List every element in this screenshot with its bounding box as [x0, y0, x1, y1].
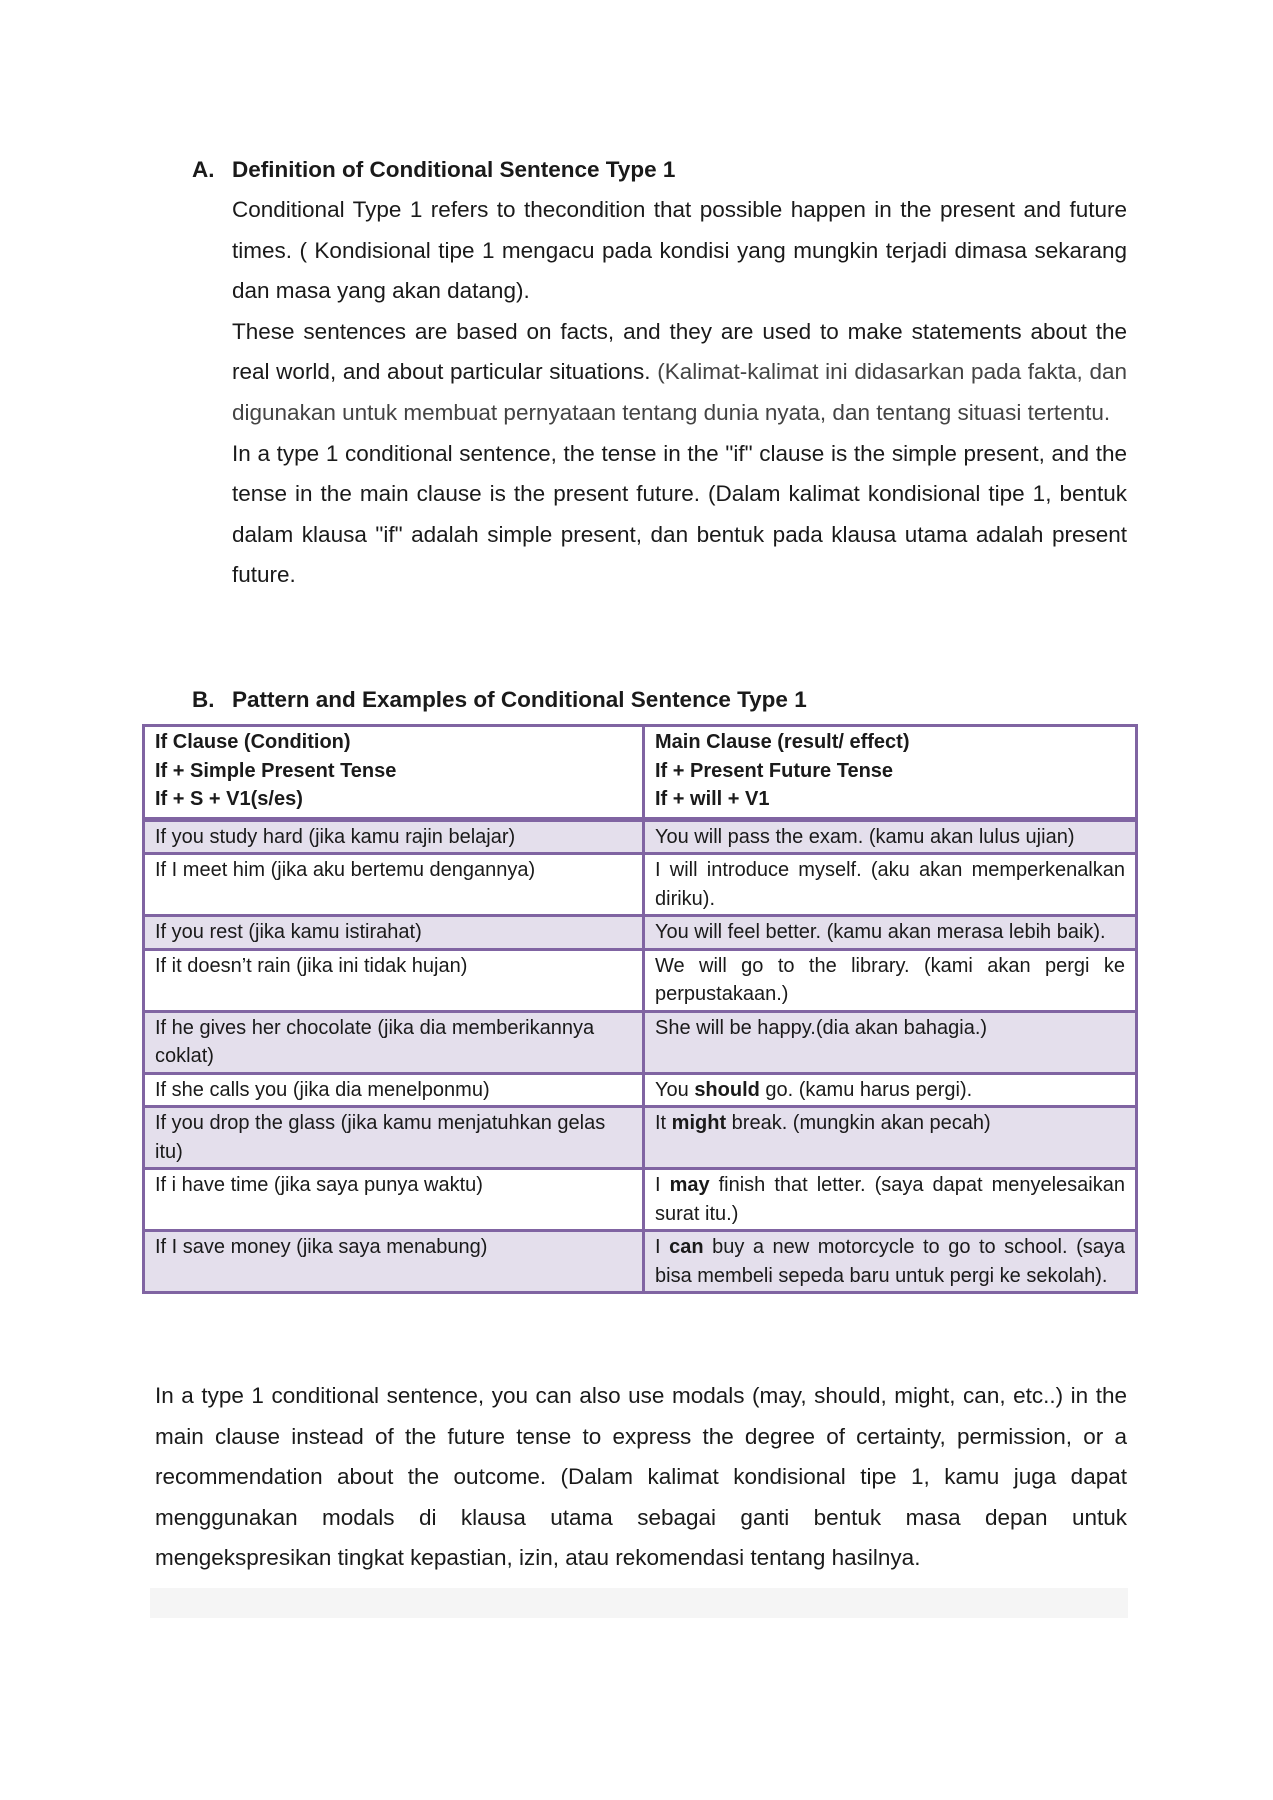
condition-cell: If she calls you (jika dia menelponmu)	[144, 1073, 644, 1107]
table-row	[144, 854, 1137, 916]
result-text: She will be happy.(dia akan bahagia.)	[655, 1016, 988, 1039]
modal-word: may	[669, 1174, 710, 1196]
header-line: If + will + V1	[655, 788, 770, 810]
condition-cell: If you rest (jika kamu istirahat)	[144, 916, 644, 950]
table-header-row	[144, 726, 1137, 820]
header-line: If + S + V1(s/es)	[155, 788, 303, 810]
condition-cell: If it doesn’t rain (jika ini tidak hujan)	[144, 949, 644, 1011]
result-cell	[644, 819, 1137, 854]
result-text: I	[655, 1236, 670, 1258]
table-row	[144, 1169, 1137, 1231]
modal-word: can	[669, 1236, 704, 1258]
section-a	[192, 150, 1127, 596]
result-cell	[644, 949, 1137, 1011]
result-text: buy a new motorcycle to go to school. (saya bisa membeli sepeda baru untuk pergi ke sekolah).	[655, 1236, 1125, 1287]
result-text: You will feel better. (kamu akan merasa lebih baik).	[655, 921, 1106, 943]
section-b-title: Pattern and Examples of Conditional Sentence Type 1	[232, 687, 807, 712]
header-line: If + Present Future Tense	[655, 759, 894, 782]
result-cell	[644, 1073, 1137, 1107]
paragraph	[232, 312, 1127, 434]
result-cell	[644, 1169, 1137, 1231]
result-cell	[644, 1231, 1137, 1293]
condition-cell: If I meet him (jika aku bertemu dengannya)	[144, 854, 644, 916]
condition-cell: If he gives her chocolate (jika dia memberikannya coklat)	[144, 1011, 644, 1073]
condition-cell: If I save money (jika saya menabung)	[144, 1231, 644, 1293]
paragraph	[232, 434, 1127, 596]
table-row	[144, 819, 1137, 854]
section-b	[192, 680, 1127, 720]
condition-cell: If you drop the glass (jika kamu menjatuhkan gelas itu)	[144, 1107, 644, 1169]
result-text: You	[655, 1078, 695, 1101]
paragraph-text: These sentences are based on facts, and they are used to make statements about the real world, and about particular situations.	[232, 318, 1127, 385]
table-row	[144, 1073, 1137, 1107]
section-a-body	[232, 190, 1127, 596]
result-cell	[644, 1011, 1137, 1073]
footer-band	[150, 1588, 1128, 1618]
result-cell	[644, 916, 1137, 950]
condition-cell: If you study hard (jika kamu rajin belajar)	[144, 819, 644, 854]
table-row	[144, 916, 1137, 950]
header-main-clause	[644, 726, 1137, 820]
header-line: If + Simple Present Tense	[155, 759, 397, 782]
header-line: If Clause (Condition)	[155, 731, 351, 753]
section-a-title: Definition of Conditional Sentence Type 1	[232, 157, 676, 182]
modal-word: might	[671, 1112, 727, 1134]
result-text: go. (kamu harus pergi).	[759, 1078, 973, 1101]
section-a-heading	[192, 150, 1127, 190]
result-cell	[644, 854, 1137, 916]
modal-word: should	[694, 1078, 760, 1101]
result-text: I will introduce myself. (aku akan memperkenalkan diriku).	[655, 859, 1125, 910]
header-if-clause	[144, 726, 644, 820]
result-text: I	[655, 1174, 670, 1196]
header-line: Main Clause (result/ effect)	[655, 731, 910, 753]
result-text: You will pass the exam. (kamu akan lulus ujian)	[655, 825, 1075, 848]
result-text: finish that letter. (saya dapat menyelesaikan surat itu.)	[655, 1174, 1125, 1225]
result-text: We will go to the library. (kami akan pergi ke perpustakaan.)	[655, 954, 1125, 1005]
condition-cell: If i have time (jika saya punya waktu)	[144, 1169, 644, 1231]
paragraph-text: In a type 1 conditional sentence, the tense in the "if" clause is the simple present, and the tense in the main clause is the present future. (Dalam kalimat kondisional tipe 1, bentuk dalam klausa "if" adalah simple present, dan bentuk pada klausa utama adalah present future.	[232, 440, 1127, 588]
table-row	[144, 1011, 1137, 1073]
paragraph	[232, 190, 1127, 312]
table-row	[144, 949, 1137, 1011]
paragraph-translation: (Kalimat-kalimat ini didasarkan pada fakta, dan digunakan untuk membuat pernyataan tentang dunia nyata, dan tentang situasi tertentu.	[232, 359, 1127, 425]
table-row	[144, 1231, 1137, 1293]
section-a-letter: A.	[192, 157, 215, 182]
conditional-pattern-table	[142, 724, 1138, 1294]
result-text: break. (mungkin akan pecah)	[726, 1112, 991, 1134]
paragraph-text: Conditional Type 1 refers to thecondition that possible happen in the present and future times. ( Kondisional tipe 1 mengacu pada kondisi yang mungkin terjadi dimasa sekarang dan masa yang akan datang).	[232, 197, 1127, 304]
result-cell	[644, 1107, 1137, 1169]
section-b-letter: B.	[192, 687, 215, 712]
closing-paragraph: In a type 1 conditional sentence, you can also use modals (may, should, might, can, etc..) in the main clause instead of the future tense to express the degree of certainty, permission, or a recommendation about the outcome. (Dalam kalimat kondisional tipe 1, kamu juga dapat menggunakan modals di klausa utama sebagai ganti bentuk masa depan untuk mengekspresikan tingkat kepastian, izin, atau rekomendasi tentang hasilnya.	[155, 1383, 1127, 1571]
table-row	[144, 1107, 1137, 1169]
result-text: It	[655, 1112, 672, 1134]
section-b-heading	[192, 680, 1127, 720]
